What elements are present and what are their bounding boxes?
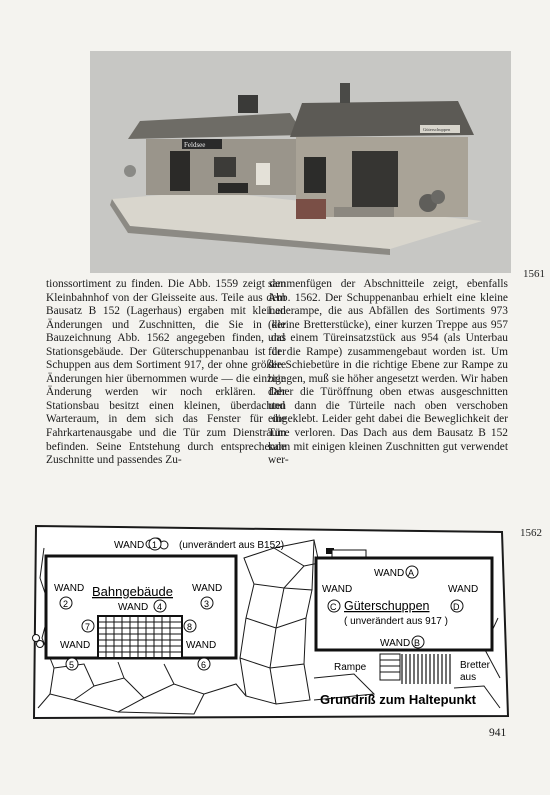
floor-plan-drawing bbox=[14, 518, 512, 724]
label-wand-d: WAND bbox=[448, 584, 479, 595]
label-wand-4: WAND bbox=[118, 602, 149, 613]
wand-letter-a: A bbox=[408, 568, 415, 578]
wand-letter-d: D bbox=[453, 602, 460, 612]
paragraph-right: sammenfügen der Abschnitteile zeigt, ebenfalls Abb. 1562. Der Schuppenanbau erhielt eine kleine Laderampe, die aus Abfällen des Sortiments 973 (kleine Bretterstücke), einer kurzen Treppe aus 957 und einem Türeinsatzstück aus 954 (als Unterbau für die Rampe) zusammengebaut worden ist. Um die Schiebetüre in die richtige Ebene zur Rampe zu bringen, muß sie höher angesetzt werden. Wir haben daher die Türöffnung oben etwas ausgeschnitten und dann die Türteile nach oben verschoben eingeklebt. Leider geht dabei die Beweglichkeit der Türe verloren. Das Dach aus dem Bausatz B 152 kann mit einigen kleinen Zuschnitten gut verwendet wer- bbox=[268, 278, 508, 467]
label-wand-b: WAND bbox=[380, 638, 411, 649]
label-wand-2: WAND bbox=[54, 583, 85, 594]
plan-caption: Grundriß zum Haltepunkt bbox=[320, 692, 476, 707]
wand-letter-c: C bbox=[330, 602, 337, 612]
bahngebaeude-title: Bahngebäude bbox=[92, 584, 173, 599]
label-wand-a: WAND bbox=[374, 568, 405, 579]
wand-number-8: 8 bbox=[187, 622, 193, 632]
goods-shed-sign-text: Güterschuppen bbox=[423, 127, 451, 132]
wand-number-5: 5 bbox=[69, 660, 75, 670]
wand-number-3: 3 bbox=[204, 599, 210, 609]
label-bretter-aus: aus bbox=[460, 672, 477, 683]
label-wand-3: WAND bbox=[192, 583, 223, 594]
wand-letter-b: B bbox=[414, 638, 421, 648]
figure-number-photo: 1561 bbox=[523, 268, 545, 280]
label-wand-8: WAND bbox=[186, 640, 217, 651]
label-bretter: Bretter bbox=[460, 660, 491, 671]
paragraph-left: tionssortiment zu finden. Die Abb. 1559 zeigt den Kleinbahnhof von der Gleisseite aus. Teile aus dem Bausatz B 152 (Lagerhaus) ergaben mit kleinen Änderungen und Zuschnitten, die Sie in der Bauzeichnung Abb. 1562 angegeben finden, das Stationsgebäude. Der Güterschuppenanbau ist der Schuppen aus dem Sortiment 917, der ohne größere Änderungen hier übernommen wurde — die einzige Änderung werden wir noch erklären. Der Stationsbau besitzt einen kleinen, überdachten Warteraum, in dem sich das Fenster für die Fahrkartenausgabe und die Tür zum Dienstraum befinden. Seine Entstehung durch entsprechende Zuschnitte und passendes Zu- bbox=[46, 278, 286, 467]
wand-number-2: 2 bbox=[63, 599, 69, 609]
wand-number-6: 6 bbox=[201, 660, 207, 670]
label-wand-c: WAND bbox=[322, 584, 353, 595]
text-column-left bbox=[46, 278, 286, 468]
label-wand-1: WAND bbox=[114, 540, 145, 551]
wand-number-4: 4 bbox=[157, 602, 163, 612]
station-sign-text: Feldsee bbox=[184, 141, 206, 149]
label-rampe: Rampe bbox=[334, 662, 367, 673]
figure-number-plan: 1562 bbox=[520, 527, 542, 539]
station-model-photo bbox=[90, 51, 511, 273]
gueterschuppen-note: ( unverändert aus 917 ) bbox=[344, 616, 448, 627]
plan-note-unveraendert-b152: (unverändert aus B152) bbox=[179, 540, 285, 551]
wand-number-7: 7 bbox=[85, 622, 91, 632]
gueterschuppen-title: Güterschuppen bbox=[344, 599, 430, 613]
wand-number-1: 1 bbox=[152, 540, 158, 550]
label-wand-7: WAND bbox=[60, 640, 91, 651]
text-column-right bbox=[268, 278, 508, 468]
page-number: 941 bbox=[489, 727, 507, 739]
